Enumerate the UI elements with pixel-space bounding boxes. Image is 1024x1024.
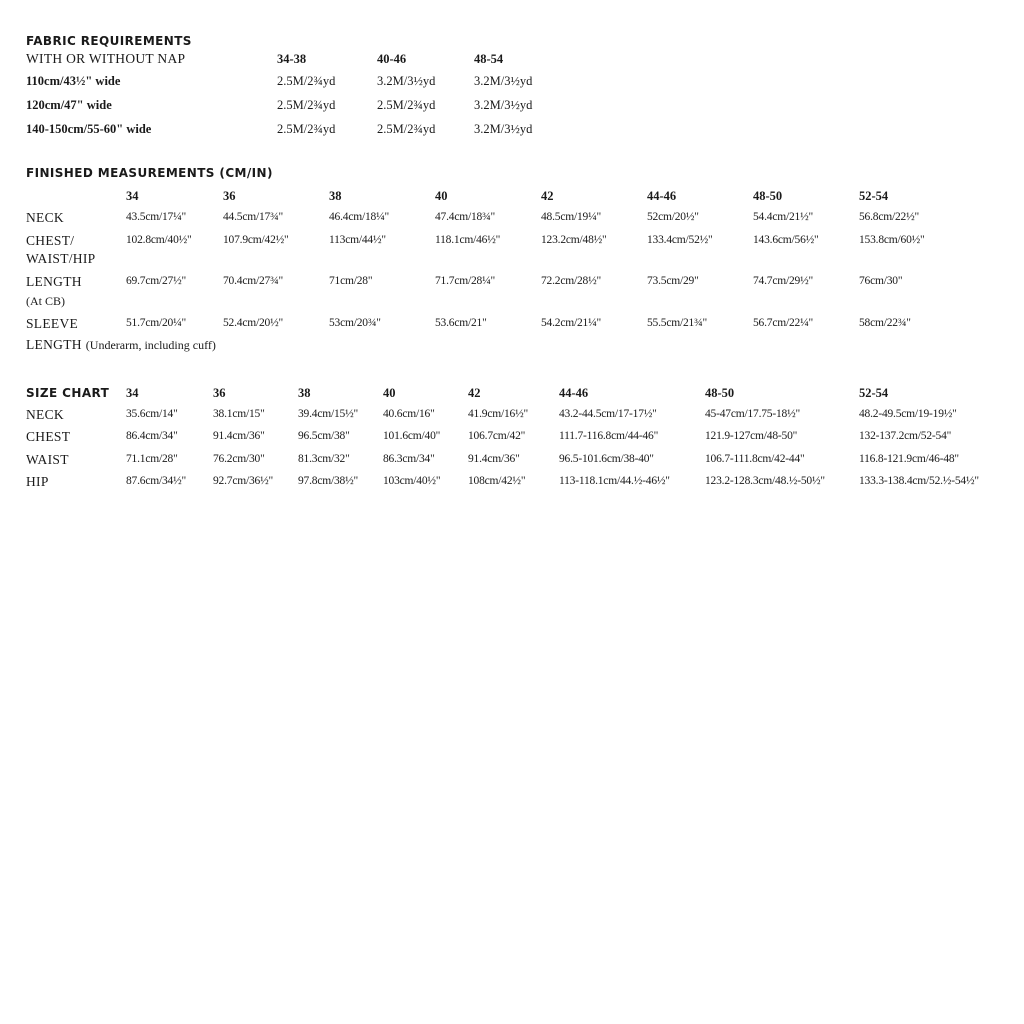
finished-value: 123.2cm/48½" [541, 234, 607, 246]
size-chart-size-header: 40 [383, 386, 396, 400]
size-chart-value: 96.5-101.6cm/38-40" [559, 453, 654, 465]
finished-value: 76cm/30" [859, 275, 903, 287]
finished-value: 47.4cm/18¾" [435, 211, 495, 223]
size-chart-size-header: 48-50 [705, 386, 735, 400]
fabric-value: 2.5M/2¾yd [377, 122, 436, 136]
finished-row-note-at-cb: (At CB) [26, 294, 65, 308]
size-chart-value: 48.2-49.5cm/19-19½" [859, 408, 957, 420]
finished-value: 44.5cm/17¾" [223, 211, 283, 223]
finished-size-header: 48-50 [753, 189, 783, 203]
fabric-value: 2.5M/2¾yd [277, 98, 336, 112]
size-chart-size-header: 42 [468, 386, 481, 400]
size-chart-value: 38.1cm/15" [213, 408, 265, 420]
fabric-value: 3.2M/3½yd [474, 74, 533, 88]
finished-value: 107.9cm/42½" [223, 234, 289, 246]
size-chart-row-label-neck: NECK [26, 407, 64, 422]
finished-row-label-length: LENGTH [26, 274, 82, 289]
fabric-size-header: 40-46 [377, 52, 407, 66]
size-chart-value: 76.2cm/30" [213, 453, 265, 465]
size-chart-value: 81.3cm/32" [298, 453, 350, 465]
finished-value: 74.7cm/29½" [753, 275, 813, 287]
finished-value: 71cm/28" [329, 275, 373, 287]
size-chart-value: 132-137.2cm/52-54" [859, 430, 952, 442]
fabric-requirements-title: FABRIC REQUIREMENTS [26, 34, 192, 48]
finished-value: 143.6cm/56½" [753, 234, 819, 246]
fabric-value: 2.5M/2¾yd [277, 122, 336, 136]
finished-value: 153.8cm/60½" [859, 234, 925, 246]
finished-value: 73.5cm/29" [647, 275, 699, 287]
sleeve-length-label: LENGTH [26, 337, 82, 352]
size-chart-value: 103cm/40½" [383, 475, 441, 487]
finished-value: 51.7cm/20¼" [126, 317, 186, 329]
finished-value: 71.7cm/28¼" [435, 275, 495, 287]
finished-value: 72.2cm/28½" [541, 275, 601, 287]
size-chart-value: 41.9cm/16½" [468, 408, 528, 420]
size-chart-value: 106.7cm/42" [468, 430, 526, 442]
finished-value: 118.1cm/46½" [435, 234, 501, 246]
size-chart-size-header: 38 [298, 386, 311, 400]
fabric-requirements-subtitle: WITH OR WITHOUT NAP [26, 51, 186, 66]
size-chart-value: 116.8-121.9cm/46-48" [859, 453, 959, 465]
finished-size-header: 38 [329, 189, 342, 203]
size-chart-value: 123.2-128.3cm/48.½-50½" [705, 475, 825, 487]
size-chart-value: 121.9-127cm/48-50" [705, 430, 798, 442]
size-chart-value: 101.6cm/40" [383, 430, 441, 442]
finished-value: 46.4cm/18¼" [329, 211, 389, 223]
size-chart-value: 91.4cm/36" [213, 430, 265, 442]
finished-value: 55.5cm/21¾" [647, 317, 707, 329]
size-chart-row-label-chest: CHEST [26, 429, 71, 444]
finished-size-header: 52-54 [859, 189, 889, 203]
size-chart-value: 35.6cm/14" [126, 408, 178, 420]
size-chart-value: 111.7-116.8cm/44-46" [559, 430, 659, 442]
size-chart-row-label-hip: HIP [26, 474, 49, 489]
size-chart-value: 108cm/42½" [468, 475, 526, 487]
finished-value: 70.4cm/27¾" [223, 275, 283, 287]
size-chart-size-header: 36 [213, 386, 226, 400]
finished-value: 52.4cm/20½" [223, 317, 283, 329]
finished-value: 48.5cm/19¼" [541, 211, 601, 223]
finished-value: 53cm/20¾" [329, 317, 381, 329]
size-chart-size-header: 52-54 [859, 386, 889, 400]
size-chart-value: 45-47cm/17.75-18½" [705, 408, 800, 420]
size-chart-value: 97.8cm/38½" [298, 475, 358, 487]
size-chart-value: 43.2-44.5cm/17-17½" [559, 408, 657, 420]
finished-size-header: 40 [435, 189, 448, 203]
finished-value: 58cm/22¾" [859, 317, 911, 329]
fabric-value: 3.2M/3½yd [474, 98, 533, 112]
fabric-value: 3.2M/3½yd [474, 122, 533, 136]
size-chart-size-header: 44-46 [559, 386, 589, 400]
fabric-width-label: 110cm/43½" wide [26, 74, 121, 88]
finished-value: 43.5cm/17¼" [126, 211, 186, 223]
size-chart-title: SIZE CHART [26, 386, 110, 400]
finished-row-label-chest: CHEST/ [26, 233, 75, 248]
finished-size-header: 44-46 [647, 189, 677, 203]
size-chart-value: 71.1cm/28" [126, 453, 178, 465]
finished-size-header: 34 [126, 189, 139, 203]
size-chart-row-label-waist: WAIST [26, 452, 69, 467]
sleeve-length-line [26, 336, 216, 354]
size-chart-value: 87.6cm/34½" [126, 475, 186, 487]
fabric-width-label: 120cm/47" wide [26, 98, 112, 112]
size-chart-value: 96.5cm/38" [298, 430, 350, 442]
fabric-size-header: 48-54 [474, 52, 504, 66]
finished-value: 56.8cm/22½" [859, 211, 919, 223]
finished-size-header: 36 [223, 189, 236, 203]
fabric-width-label: 140-150cm/55-60" wide [26, 122, 152, 136]
size-chart-value: 91.4cm/36" [468, 453, 520, 465]
fabric-value: 3.2M/3½yd [377, 74, 436, 88]
finished-row-label-neck: NECK [26, 210, 64, 225]
finished-measurements-title: FINISHED MEASUREMENTS (CM/IN) [26, 166, 273, 180]
fabric-size-header: 34-38 [277, 52, 307, 66]
finished-value: 113cm/44½" [329, 234, 386, 246]
size-chart-value: 40.6cm/16" [383, 408, 435, 420]
finished-value: 102.8cm/40½" [126, 234, 192, 246]
size-chart-value: 106.7-111.8cm/42-44" [705, 453, 805, 465]
size-chart-value: 133.3-138.4cm/52.½-54½" [859, 475, 979, 487]
finished-value: 54.4cm/21½" [753, 211, 813, 223]
size-chart-value: 39.4cm/15½" [298, 408, 358, 420]
finished-row-label-waist-hip: WAIST/HIP [26, 251, 96, 266]
size-chart-value: 92.7cm/36½" [213, 475, 273, 487]
finished-value: 54.2cm/21¼" [541, 317, 601, 329]
size-chart-value: 86.3cm/34" [383, 453, 435, 465]
finished-value: 53.6cm/21" [435, 317, 487, 329]
finished-value: 52cm/20½" [647, 211, 699, 223]
size-chart-value: 113-118.1cm/44.½-46½" [559, 475, 670, 487]
size-chart-size-header: 34 [126, 386, 139, 400]
finished-value: 56.7cm/22¼" [753, 317, 813, 329]
fabric-value: 2.5M/2¾yd [377, 98, 436, 112]
fabric-value: 2.5M/2¾yd [277, 74, 336, 88]
size-chart-value: 86.4cm/34" [126, 430, 178, 442]
finished-row-label-sleeve: SLEEVE [26, 316, 79, 331]
finished-value: 69.7cm/27½" [126, 275, 186, 287]
finished-size-header: 42 [541, 189, 554, 203]
finished-value: 133.4cm/52½" [647, 234, 713, 246]
sleeve-length-note: (Underarm, including cuff) [85, 338, 216, 352]
